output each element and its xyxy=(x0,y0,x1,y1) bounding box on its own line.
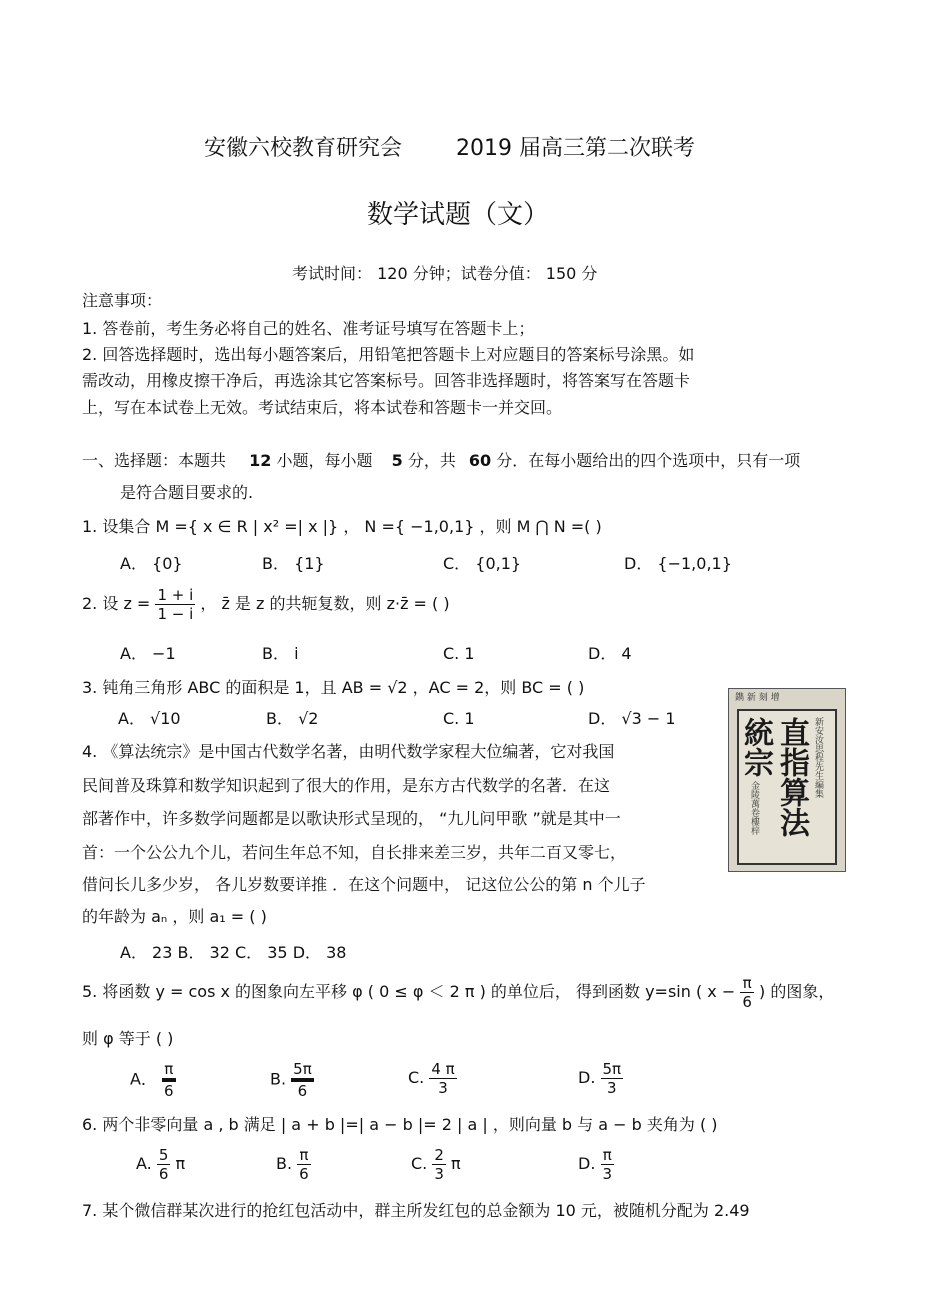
q5-stem: 5. 将函数 y = cos x 的图象向左平移 φ ( 0 ≤ φ ＜ 2 π ) 的单位后， 得到函数 y=sin ( x − $\frac{\pi}{6}$ ) 的图象， xyxy=(82,974,835,1011)
note-2-line-2: 需改动，用橡皮擦干净后，再选涂其它答案标号。回答非选择题时，将答案写在答题卡 xyxy=(82,371,691,390)
q1-option-a: A． {0} xyxy=(120,554,183,573)
q1-option-c: C． {0,1} xyxy=(443,554,522,573)
q3-option-a: A． √10 xyxy=(118,709,181,728)
q3-option-c: C. 1 xyxy=(443,709,475,728)
q5-option-c: C. $\frac{4 \pi}{3}$ xyxy=(408,1060,455,1097)
exam-edition: 2019 届高三第二次联考 xyxy=(456,136,695,161)
q4-line-5: 借问长儿多少岁， 各儿岁数要详推 ．在这个问题中， 记这位公公的第 n 个儿子 xyxy=(82,875,646,894)
q5-line-2: 则 φ 等于 ( ) xyxy=(82,1029,174,1048)
q1-stem: 1. 设集合 M ={ x ∈ R | x² =| x |} ， N ={ −1,0,1} ，则 M ⋂ N =( ) xyxy=(82,517,602,536)
q4-line-6: 的年龄为 aₙ ，则 a₁ = ( ) xyxy=(82,907,267,926)
q4-line-2: 民间普及珠算和数学知识起到了很大的作用，是东方古代数学的名著．在这 xyxy=(82,776,611,795)
q7-stem: 7. 某个微信群某次进行的抢红包活动中，群主所发红包的总金额为 10 元，被随机分配为 2.49 xyxy=(82,1201,750,1220)
q6-option-a: A. $\frac{5}{6}$ π xyxy=(136,1146,186,1183)
q2-option-a: A． −1 xyxy=(120,644,176,663)
note-1: 1. 答卷前，考生务必将自己的姓名、准考证号填写在答题卡上； xyxy=(82,319,535,338)
q2-option-b: B． i xyxy=(262,644,299,663)
q4-options: A． 23 B． 32 C． 35 D． 38 xyxy=(120,943,347,962)
section-1-heading-line-2: 是符合题目要求的. xyxy=(120,483,254,502)
book-cover-top-label: 鐫 新 刻 增 xyxy=(735,693,780,703)
q3-option-d: D． √3 − 1 xyxy=(588,709,676,728)
q6-option-b: B. $\frac{\pi}{6}$ xyxy=(276,1146,309,1183)
section-1-heading: 一、选择题：本题共 12 小题，每小题 5 分，共 60 分．在每小题给出的四个选项中，只有一项 xyxy=(82,451,801,470)
book-cover-title: 直指算法統宗 xyxy=(738,717,809,837)
q2-fraction: $\frac{1 + i}{1 - i}$ xyxy=(157,586,194,623)
q3-option-b: B． √2 xyxy=(266,709,319,728)
exam-info: 考试时间： 120 分钟；试卷分值： 150 分 xyxy=(292,264,598,283)
q2-option-c: C. 1 xyxy=(443,644,475,663)
q1-option-d: D． {−1,0,1} xyxy=(624,554,732,573)
points-each: 5 xyxy=(391,451,403,470)
points-total: 60 xyxy=(468,451,492,470)
q5-option-d: D. $\frac{5\pi}{3}$ xyxy=(578,1060,622,1097)
q1-option-b: B． {1} xyxy=(262,554,325,573)
q5-option-a: A． $\frac{\pi}{6}$ xyxy=(130,1060,174,1100)
note-2-line-3: 上，写在本试卷上无效。考试结束后，将本试卷和答题卡一并交回。 xyxy=(82,398,563,417)
q2-stem: 2. 设 z = $\frac{1 + i}{1 - i}$ ， z̄ 是 z 的共轭复数，则 z·z̄ = ( ) xyxy=(82,586,450,623)
notes-heading: 注意事项： xyxy=(82,291,163,310)
q4-line-3: 部著作中，许多数学问题都是以歌诀形式呈现的， “九儿问甲歌 ”就是其中一 xyxy=(82,809,621,828)
note-2-line-1: 2. 回答选择题时，选出每小题答案后，用铅笔把答题卡上对应题目的答案标号涂黑。如 xyxy=(82,345,695,364)
question-count: 12 xyxy=(249,451,272,470)
q2-option-d: D． 4 xyxy=(588,644,632,663)
q4-line-1: 4. 《算法统宗》是中国古代数学名著，由明代数学家程大位编著，它对我国 xyxy=(82,742,615,761)
q6-option-c: C. $\frac{2}{3}$ π xyxy=(411,1146,461,1183)
q3-stem: 3. 钝角三角形 ABC 的面积是 1，且 AB = √2 ，AC = 2，则 BC = ( ) xyxy=(82,678,585,697)
q5-fraction: $\frac{\pi}{6}$ xyxy=(742,974,752,1011)
q4-line-4: 首：一个公公九个儿，若问生年总不知，自长排来差三岁，共年二百又零七， xyxy=(82,843,627,862)
q5-option-b: B. $\frac{5\pi}{6}$ xyxy=(270,1060,312,1100)
book-cover-image xyxy=(728,688,846,872)
book-cover-publisher: 金陵萬卷樓梓 xyxy=(749,781,759,835)
book-cover-author: 新安汝思程先生編集 xyxy=(813,717,823,798)
exam-organizer: 安徽六校教育研究会 xyxy=(204,136,403,161)
q6-stem: 6. 两个非零向量 a , b 满足 | a + b |=| a − b |= 2 | a | ，则向量 b 与 a − b 夹角为 ( ) xyxy=(82,1115,718,1134)
q6-option-d: D. $\frac{\pi}{3}$ xyxy=(578,1146,613,1183)
exam-title: 数学试题（文） xyxy=(367,200,550,230)
